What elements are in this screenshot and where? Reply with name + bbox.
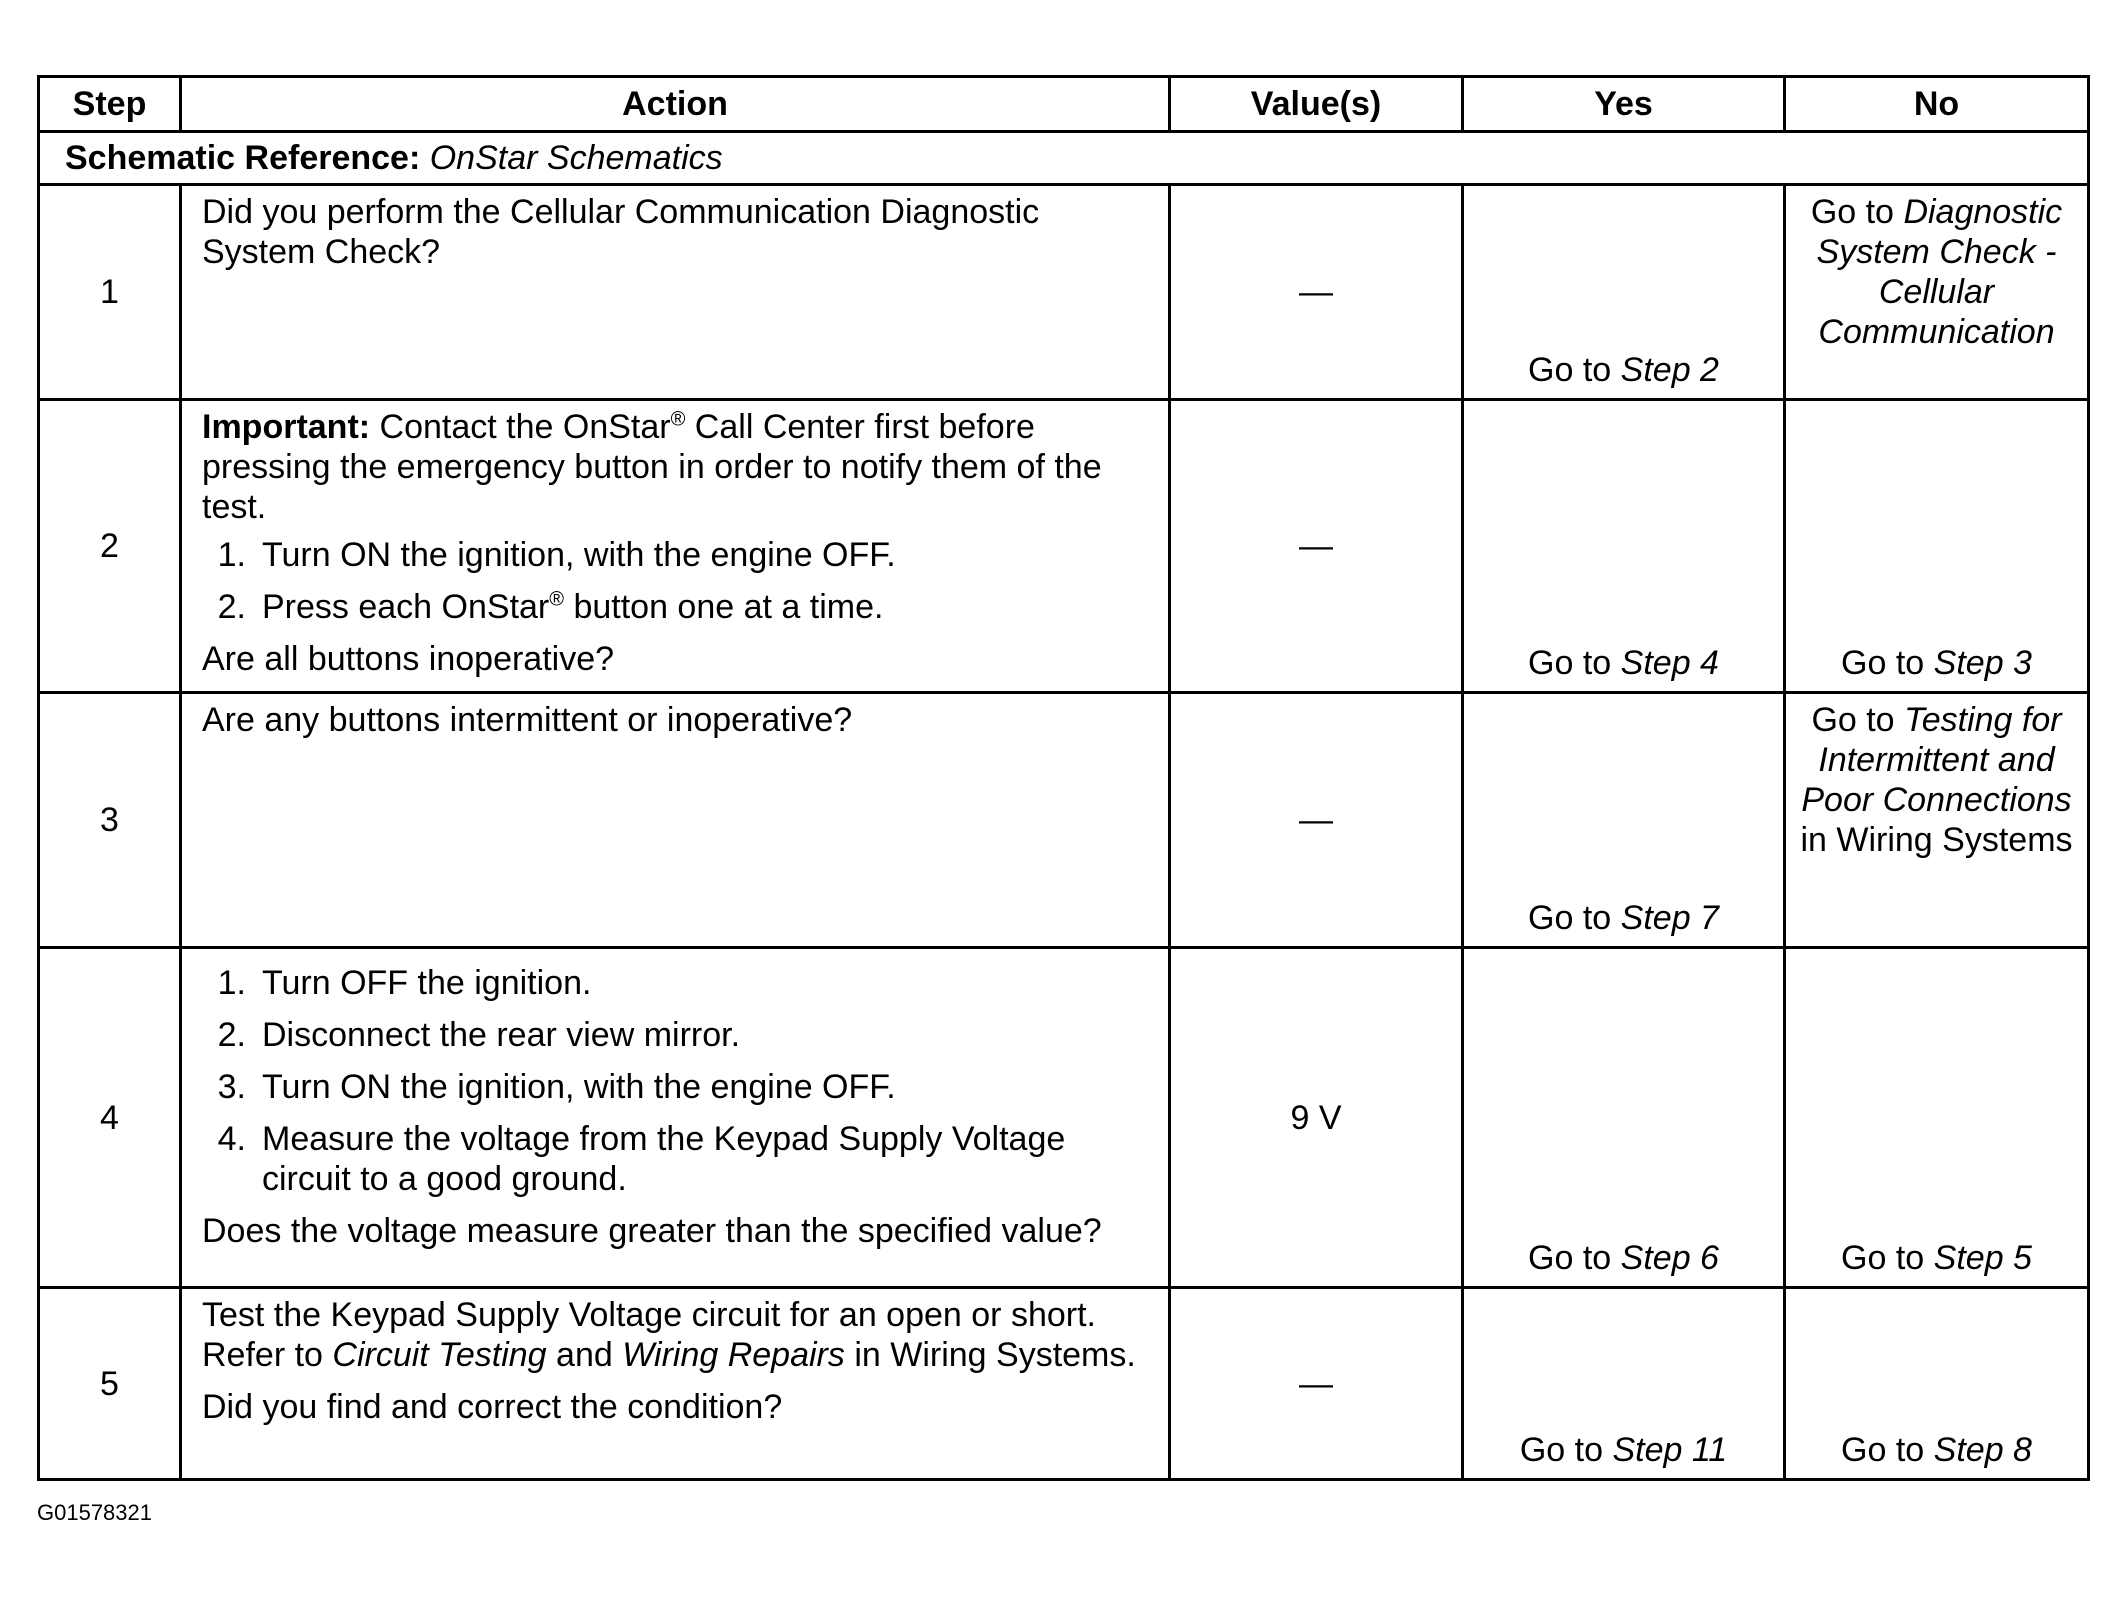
yes-goto [1464,1238,1783,1278]
no-cell [1785,693,2089,948]
value-cell: 9 V [1170,948,1463,1288]
important-text-b: Call Center first before pressing the emergency button in order to notify them of the test. [202,408,1102,526]
item-text: Turn ON the ignition, with the engine OFF. [262,1068,896,1106]
important-text-a: Contact the OnStar [379,408,671,446]
action-text [202,1295,1154,1375]
value-cell: — [1170,400,1463,693]
item-text: Turn ON the ignition, with the engine OFF. [262,536,896,574]
item-text-a: Press each OnStar [262,588,550,626]
diagnostic-table [37,75,2090,1481]
action-cell [181,1288,1170,1480]
schematic-reference [39,132,2089,185]
item-number: 4. [217,1120,246,1158]
wiring-repairs-link[interactable]: Wiring Repairs [622,1336,845,1374]
no-suffix: in Wiring Systems [1800,821,2073,859]
item-number: 2. [217,1016,246,1054]
no-link[interactable]: Step 5 [1933,1239,2032,1277]
no-goto [1786,1238,2087,1278]
yes-goto [1464,643,1783,683]
action-cell [181,693,1170,948]
question-text: Are all buttons inoperative? [202,640,615,678]
table-row [39,185,2089,400]
goto-prefix: Go to [1841,644,1925,682]
item-text: Turn OFF the ignition. [262,964,592,1002]
goto-prefix: Go to [1841,1431,1925,1469]
no-cell [1785,1288,2089,1480]
item-text-b: button one at a time. [573,588,884,626]
no-cell [1785,948,2089,1288]
item-text: Measure the voltage from the Keypad Supply Voltage circuit to a good ground. [262,1120,1066,1198]
header-no: No [1785,77,2089,132]
list-item [202,1119,1154,1199]
yes-cell [1463,1288,1785,1480]
goto-prefix: Go to [1528,351,1612,389]
no-link[interactable]: Diagnostic System Check - Cellular Communication [1816,193,2063,351]
no-cell [1785,185,2089,400]
value-cell: — [1170,185,1463,400]
list-item [202,587,1154,627]
goto-prefix: Go to [1528,1239,1612,1277]
goto-prefix: Go to [1519,1431,1604,1469]
procedure-list [202,963,1154,1199]
step-number: 5 [39,1288,181,1480]
schematic-reference-row [39,132,2089,185]
list-item [202,535,1154,575]
table-row [39,693,2089,948]
step-number: 3 [39,693,181,948]
step-number: 4 [39,948,181,1288]
list-item [202,1015,1154,1055]
no-link[interactable]: Step 3 [1933,644,2032,682]
procedure-list [202,535,1154,627]
circuit-testing-link[interactable]: Circuit Testing [332,1336,547,1374]
header-step: Step [39,77,181,132]
value-cell: — [1170,693,1463,948]
header-values: Value(s) [1170,77,1463,132]
schematic-reference-label: Schematic Reference: [65,139,421,177]
item-number: 1. [217,536,246,574]
table-row [39,1288,2089,1480]
header-action: Action [181,77,1170,132]
figure-code: G01578321 [37,1500,152,1525]
list-item [202,963,1154,1003]
action-cell [181,185,1170,400]
step-number: 2 [39,400,181,693]
goto-prefix: Go to [1811,701,1895,739]
yes-link[interactable]: Step 6 [1620,1239,1719,1277]
action-text-b: in Wiring Systems. [854,1336,1136,1374]
no-link[interactable]: Step 8 [1933,1431,2032,1469]
no-goto [1786,643,2087,683]
action-text: Are any buttons intermittent or inoperative? [202,701,853,739]
yes-goto [1464,898,1783,938]
action-text: Did you perform the Cellular Communication Diagnostic System Check? [202,193,1040,271]
item-text [262,587,1154,627]
header-row [39,77,2089,132]
schematic-reference-link[interactable]: OnStar Schematics [429,139,723,177]
yes-link[interactable]: Step 11 [1612,1431,1728,1469]
registered-mark: ® [670,408,686,431]
yes-cell [1463,185,1785,400]
question-text: Did you find and correct the condition? [202,1388,783,1426]
item-text: Disconnect the rear view mirror. [262,1016,741,1054]
important-note [202,407,1154,527]
yes-link[interactable]: Step 7 [1620,899,1719,937]
item-number: 3. [217,1068,246,1106]
goto-prefix: Go to [1528,644,1612,682]
item-number: 1. [217,964,246,1002]
registered-mark: ® [549,588,564,611]
no-link[interactable]: Testing for Intermittent and Poor Connections [1801,701,2072,819]
no-cell [1785,400,2089,693]
value-cell: — [1170,1288,1463,1480]
yes-cell [1463,693,1785,948]
yes-cell [1463,948,1785,1288]
no-goto [1786,1430,2087,1470]
step-number: 1 [39,185,181,400]
table-row [39,400,2089,693]
yes-goto [1464,350,1783,390]
no-goto [1786,694,2087,860]
question-text: Does the voltage measure greater than the specified value? [202,1212,1102,1250]
goto-prefix: Go to [1528,899,1612,937]
list-item [202,1067,1154,1107]
yes-link[interactable]: Step 4 [1620,644,1719,682]
table-row [39,948,2089,1288]
action-text-a: Test the Keypad Supply Voltage circuit for an open or short. Refer to [202,1296,1096,1374]
goto-prefix: Go to [1810,193,1894,231]
item-number: 2. [217,588,246,626]
yes-goto [1464,1430,1783,1470]
yes-cell [1463,400,1785,693]
action-cell [181,948,1170,1288]
no-goto [1786,186,2087,352]
important-label: Important: [202,408,371,446]
action-text-and: and [556,1336,613,1374]
yes-link[interactable]: Step 2 [1620,351,1719,389]
header-yes: Yes [1463,77,1785,132]
goto-prefix: Go to [1841,1239,1925,1277]
action-cell [181,400,1170,693]
